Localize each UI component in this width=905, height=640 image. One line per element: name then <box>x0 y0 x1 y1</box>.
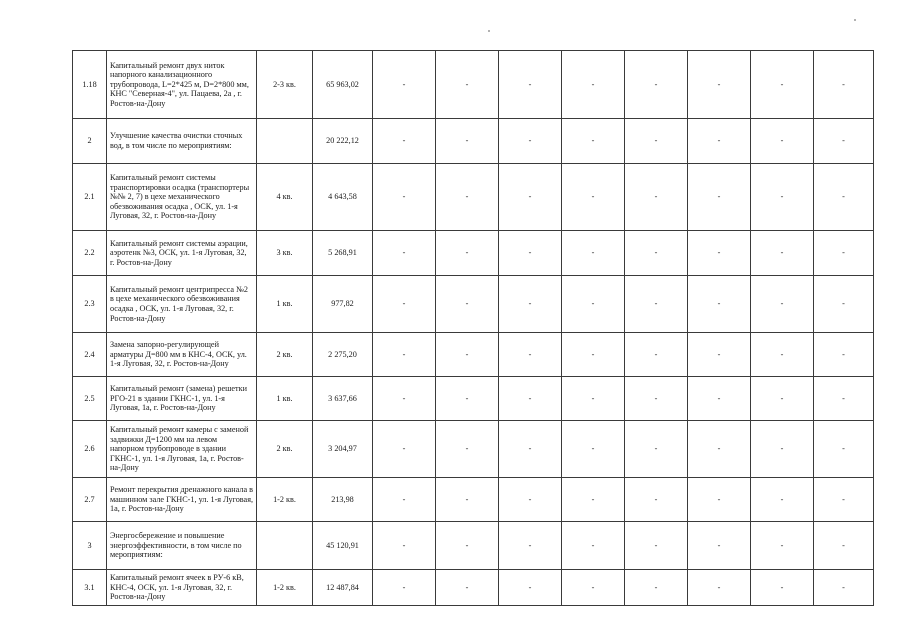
table-row <box>73 276 874 333</box>
row-number-cell: 2.4 <box>73 333 107 377</box>
empty-value-cell: - <box>751 51 814 119</box>
empty-value-cell: - <box>625 51 688 119</box>
empty-value-cell: - <box>688 522 751 570</box>
period-cell: 3 кв. <box>257 231 313 276</box>
work-description-cell: Ремонт перекрытия дренажного канала в машинном зале ГКНС-1, ул. 1-я Луговая, 1а, г. Ростов-на-Дону <box>107 478 257 522</box>
empty-value-cell: - <box>436 522 499 570</box>
empty-value-cell: - <box>373 522 436 570</box>
table-row <box>73 522 874 570</box>
empty-value-cell: - <box>688 421 751 478</box>
empty-value-cell: - <box>373 333 436 377</box>
amount-cell: 3 637,66 <box>313 377 373 421</box>
empty-value-cell: - <box>562 570 625 606</box>
period-cell: 1 кв. <box>257 276 313 333</box>
empty-value-cell: - <box>562 377 625 421</box>
period-cell: 2 кв. <box>257 421 313 478</box>
empty-value-cell: - <box>562 164 625 231</box>
empty-value-cell: - <box>373 570 436 606</box>
empty-value-cell: - <box>688 231 751 276</box>
empty-value-cell: - <box>751 333 814 377</box>
empty-value-cell: - <box>436 51 499 119</box>
row-number-cell: 2.5 <box>73 377 107 421</box>
period-cell: 1-2 кв. <box>257 570 313 606</box>
empty-value-cell: - <box>373 164 436 231</box>
amount-cell: 4 643,58 <box>313 164 373 231</box>
amount-cell: 2 275,20 <box>313 333 373 377</box>
empty-value-cell: - <box>688 164 751 231</box>
work-description-cell: Капитальный ремонт двух ниток напорного канализационного трубопровода, L=2*425 м, D=2*800 мм, КНС "Северная-4", ул. Пацаева, 2а , г. Ростов-на-Дону <box>107 51 257 119</box>
empty-value-cell: - <box>562 522 625 570</box>
empty-value-cell: - <box>625 377 688 421</box>
empty-value-cell: - <box>814 570 874 606</box>
empty-value-cell: - <box>625 119 688 164</box>
row-number-cell: 2.6 <box>73 421 107 478</box>
empty-value-cell: - <box>499 231 562 276</box>
empty-value-cell: - <box>436 164 499 231</box>
period-cell: 1 кв. <box>257 377 313 421</box>
empty-value-cell: - <box>373 119 436 164</box>
empty-value-cell: - <box>436 333 499 377</box>
empty-value-cell: - <box>625 421 688 478</box>
empty-value-cell: - <box>499 276 562 333</box>
work-description-cell: Капитальный ремонт камеры с заменой задвижки Д=1200 мм на левом напорном трубопроводе в здании ГКНС-1, ул. 1-я Луговая, 1а, г. Ростов-на-Дону <box>107 421 257 478</box>
row-number-cell: 1.18 <box>73 51 107 119</box>
empty-value-cell: - <box>814 522 874 570</box>
amount-cell: 65 963,02 <box>313 51 373 119</box>
row-number-cell: 3 <box>73 522 107 570</box>
empty-value-cell: - <box>499 570 562 606</box>
empty-value-cell: - <box>436 570 499 606</box>
empty-value-cell: - <box>373 421 436 478</box>
empty-value-cell: - <box>751 119 814 164</box>
empty-value-cell: - <box>436 231 499 276</box>
table-row <box>73 570 874 606</box>
empty-value-cell: - <box>625 333 688 377</box>
row-number-cell: 3.1 <box>73 570 107 606</box>
table-row <box>73 478 874 522</box>
row-number-cell: 2.1 <box>73 164 107 231</box>
table-row <box>73 421 874 478</box>
row-number-cell: 2 <box>73 119 107 164</box>
empty-value-cell: - <box>436 478 499 522</box>
empty-value-cell: - <box>751 570 814 606</box>
empty-value-cell: - <box>751 231 814 276</box>
empty-value-cell: - <box>499 421 562 478</box>
empty-value-cell: - <box>751 421 814 478</box>
empty-value-cell: - <box>814 478 874 522</box>
table-row <box>73 231 874 276</box>
amount-cell: 213,98 <box>313 478 373 522</box>
empty-value-cell: - <box>751 522 814 570</box>
empty-value-cell: - <box>373 231 436 276</box>
empty-value-cell: - <box>751 478 814 522</box>
empty-value-cell: - <box>751 377 814 421</box>
empty-value-cell: - <box>688 333 751 377</box>
work-description-cell: Капитальный ремонт ячеек в РУ-6 кВ, КНС-4, ОСК, ул. 1-я Луговая, 32, г. Ростов-на-Дону <box>107 570 257 606</box>
empty-value-cell: - <box>562 276 625 333</box>
work-description-cell: Капитальный ремонт центрипресса №2 в цехе механического обезвоживания осадка , ОСК, ул. 1-я Луговая, 32, г. Ростов-на-Дону <box>107 276 257 333</box>
work-description-cell: Капитальный ремонт системы аэрации, аэротенк №3, ОСК, ул. 1-я Луговая, 32, г. Ростов-на-Дону <box>107 231 257 276</box>
work-description-cell: Капитальный ремонт (замена) решетки РГО-21 в здании ГКНС-1, ул. 1-я Луговая, 1а, г. Ростов-на-Дону <box>107 377 257 421</box>
empty-value-cell: - <box>688 377 751 421</box>
amount-cell: 5 268,91 <box>313 231 373 276</box>
period-cell: 2 кв. <box>257 333 313 377</box>
amount-cell: 977,82 <box>313 276 373 333</box>
empty-value-cell: - <box>688 478 751 522</box>
amount-cell: 45 120,91 <box>313 522 373 570</box>
empty-value-cell: - <box>562 231 625 276</box>
empty-value-cell: - <box>625 522 688 570</box>
empty-value-cell: - <box>499 51 562 119</box>
empty-value-cell: - <box>625 164 688 231</box>
amount-cell: 20 222,12 <box>313 119 373 164</box>
scan-speck <box>488 30 490 32</box>
row-number-cell: 2.2 <box>73 231 107 276</box>
empty-value-cell: - <box>373 478 436 522</box>
empty-value-cell: - <box>814 377 874 421</box>
work-description-cell: Улучшение качества очистки сточных вод, в том числе по мероприятиям: <box>107 119 257 164</box>
empty-value-cell: - <box>499 478 562 522</box>
amount-cell: 12 487,84 <box>313 570 373 606</box>
empty-value-cell: - <box>625 570 688 606</box>
empty-value-cell: - <box>562 421 625 478</box>
empty-value-cell: - <box>562 51 625 119</box>
empty-value-cell: - <box>625 276 688 333</box>
row-number-cell: 2.7 <box>73 478 107 522</box>
period-cell: 4 кв. <box>257 164 313 231</box>
empty-value-cell: - <box>436 377 499 421</box>
empty-value-cell: - <box>688 570 751 606</box>
empty-value-cell: - <box>499 522 562 570</box>
empty-value-cell: - <box>751 164 814 231</box>
empty-value-cell: - <box>688 276 751 333</box>
period-cell <box>257 522 313 570</box>
empty-value-cell: - <box>436 119 499 164</box>
empty-value-cell: - <box>373 51 436 119</box>
empty-value-cell: - <box>373 276 436 333</box>
amount-cell: 3 204,97 <box>313 421 373 478</box>
empty-value-cell: - <box>499 164 562 231</box>
empty-value-cell: - <box>814 421 874 478</box>
empty-value-cell: - <box>688 119 751 164</box>
empty-value-cell: - <box>751 276 814 333</box>
empty-value-cell: - <box>814 51 874 119</box>
empty-value-cell: - <box>625 231 688 276</box>
works-table <box>72 50 874 606</box>
empty-value-cell: - <box>499 333 562 377</box>
work-description-cell: Энергосбережение и повышение энергоэффективности, в том числе по мероприятиям: <box>107 522 257 570</box>
empty-value-cell: - <box>499 119 562 164</box>
row-number-cell: 2.3 <box>73 276 107 333</box>
empty-value-cell: - <box>688 51 751 119</box>
work-description-cell: Замена запорно-регулирующей арматуры Д=800 мм в КНС-4, ОСК, ул. 1-я Луговая, 32, г. Ростов-на-Дону <box>107 333 257 377</box>
empty-value-cell: - <box>373 377 436 421</box>
work-description-cell: Капитальный ремонт системы транспортировки осадка (транспортеры №№ 2, 7) в цехе механического обезвоживания осадка , ОСК, ул. 1-я Луговая, 32, г. Ростов-на-Дону <box>107 164 257 231</box>
table-row <box>73 333 874 377</box>
empty-value-cell: - <box>436 421 499 478</box>
empty-value-cell: - <box>562 119 625 164</box>
empty-value-cell: - <box>625 478 688 522</box>
period-cell: 1-2 кв. <box>257 478 313 522</box>
empty-value-cell: - <box>814 333 874 377</box>
empty-value-cell: - <box>436 276 499 333</box>
empty-value-cell: - <box>814 231 874 276</box>
empty-value-cell: - <box>814 276 874 333</box>
empty-value-cell: - <box>814 119 874 164</box>
empty-value-cell: - <box>814 164 874 231</box>
table-row <box>73 377 874 421</box>
scan-speck <box>854 19 856 21</box>
empty-value-cell: - <box>562 478 625 522</box>
period-cell: 2-3 кв. <box>257 51 313 119</box>
table-row <box>73 164 874 231</box>
table-row <box>73 119 874 164</box>
table-row <box>73 51 874 119</box>
period-cell <box>257 119 313 164</box>
empty-value-cell: - <box>562 333 625 377</box>
empty-value-cell: - <box>499 377 562 421</box>
